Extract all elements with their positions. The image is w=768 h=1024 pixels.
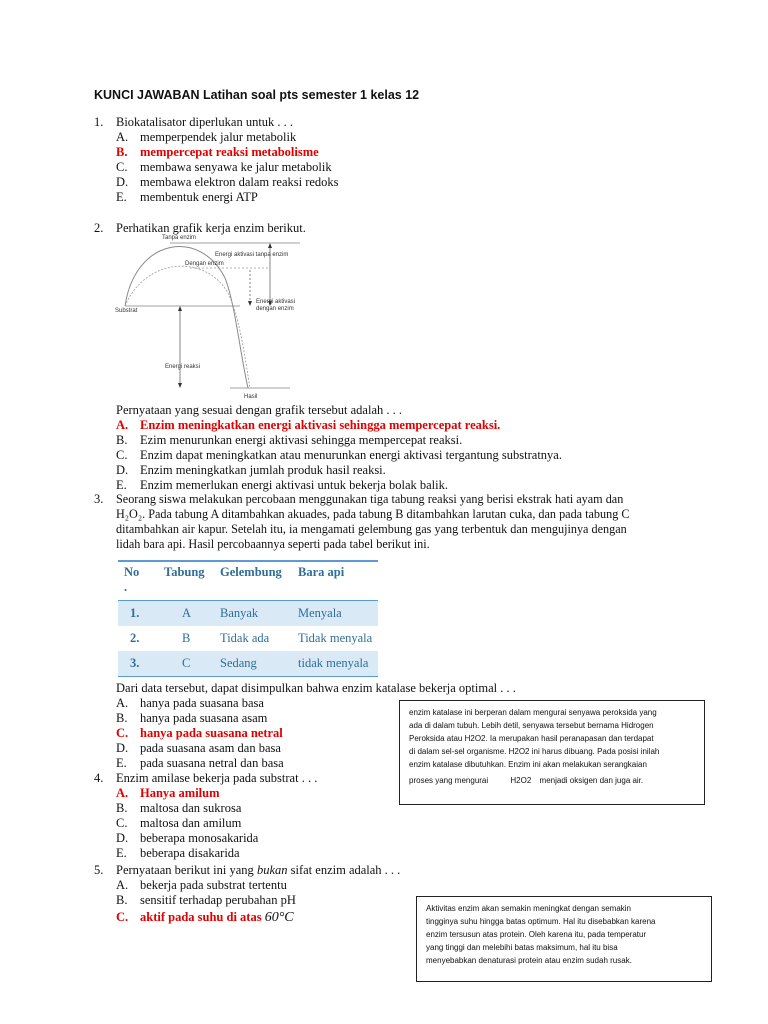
option-text: maltosa dan sukrosa [140,801,242,815]
question-number: 5. [94,863,104,877]
explanation-line: tingginya suhu hingga batas optimum. Hal itu disebabkan karena [426,917,656,926]
option-text: hanya pada suasana basa [140,696,264,710]
question-2-answers [94,403,694,493]
question-text: Biokatalisator diperlukan untuk . . . [116,115,294,129]
results-table-wrapper [118,560,378,677]
label-substrat: Substrat [115,308,138,314]
option-a[interactable] [116,696,264,711]
table-header-row [118,562,378,600]
option-letter: D. [116,831,129,845]
option-letter: A. [116,878,129,892]
option-letter: A. [116,786,129,800]
explanation-line: di dalam sel-sel organisme. H2O2 ini harus dibuang. Pada posisi inilah [409,747,660,756]
temperature-value: 60°C [264,910,294,925]
option-letter: E. [116,846,127,860]
explanation-line: Aktivitas enzim akan semakin meningkat dengan semakin [426,904,631,913]
arrow-head [178,306,182,311]
option-a[interactable] [116,130,297,145]
option-text: membawa senyawa ke jalur metabolik [140,160,332,174]
option-letter: B. [116,433,128,447]
option-e[interactable] [116,478,449,493]
question-number: 3. [94,492,104,506]
explanation-line [409,774,704,787]
explanation-box-katalase [399,700,705,805]
option-text: Enzim dapat meningkatkan atau menurunkan energi aktivasi tergantung substratnya. [140,448,562,462]
option-text: membawa elektron dalam reaksi redoks [140,175,339,189]
label-tanpa-enzim: Tanpa enzim [162,235,197,241]
table-row [118,626,378,651]
explanation-line: ada di dalam tubuh. Lebih detil, senyawa tersebut bernama Hidrogen [409,721,654,730]
option-text: hanya pada suasana asam [140,711,268,725]
explanation-line: enzim tersusun atas protein. Oleh karena itu, pada temperatur [426,930,647,939]
option-c-correct[interactable] [116,910,294,925]
option-d[interactable] [116,741,281,756]
cell-no: 2. [130,630,140,645]
question-text-line: Seorang siswa melakukan percobaan menggunakan tiga tabung reaksi yang berisi ekstrak hati ayam dan [116,492,624,506]
option-b[interactable] [116,711,268,726]
question-3 [94,492,676,554]
table-bottom-rule [118,676,378,677]
cell-tabung: B [182,630,191,645]
option-text: aktif pada suhu di atas 60°C [140,910,294,925]
option-letter: C. [116,816,128,830]
cell-gelembung: Tidak ada [220,630,270,645]
cell-tabung: C [182,655,191,670]
explanation-text: menjadi oksigen dan juga air. [539,776,644,785]
option-c-correct[interactable] [116,726,283,741]
option-letter: A. [116,130,129,144]
question-stem: Dari data tersebut, dapat disimpulkan bahwa enzim katalase bekerja optimal . . . [116,681,516,695]
option-letter: E. [116,478,127,492]
option-letter: A. [116,418,129,432]
option-letter: A. [116,696,129,710]
header-bara-api: Bara api [298,565,345,579]
explanation-line: Peroksida atau H2O2. Ia merupakan hasil peranapasan dan terdapat [409,734,654,743]
option-c[interactable] [116,160,332,175]
explanation-text: proses yang mengurai [409,776,489,785]
question-text: Enzim amilase bekerja pada substrat . . . [116,771,318,785]
option-c[interactable] [116,448,562,463]
question-number: 2. [94,221,104,235]
cell-gelembung: Sedang [220,655,257,670]
option-text: beberapa monosakarida [140,831,259,845]
label-energi-reaksi: Energi reaksi [165,364,201,370]
option-e[interactable] [116,846,240,861]
option-text: Enzim meningkatkan jumlah produk hasil reaksi. [140,463,386,477]
option-text: hanya pada suasana netral [140,726,283,740]
option-a[interactable] [116,878,287,893]
explanation-text: H2O2 [510,776,532,785]
option-letter: C. [116,726,129,740]
question-text-line: lidah bara api. Hasil percobaannya seperti pada tabel berikut ini. [116,537,430,551]
option-a-correct[interactable] [116,786,220,801]
option-letter: E. [116,756,127,770]
results-table [118,562,378,676]
cell-tabung: A [182,605,192,620]
enzyme-energy-diagram [110,233,310,403]
question-1 [94,115,694,210]
header-gelembung: Gelembung [220,565,282,579]
explanation-box-suhu [416,896,712,982]
arrow-head [248,301,252,306]
question-number: 1. [94,115,104,129]
option-b[interactable] [116,893,296,908]
table-row [118,600,378,626]
question-number: 4. [94,771,104,785]
option-letter: D. [116,175,129,189]
label-hasil: Hasil [244,394,258,400]
question-text: Perhatikan grafik kerja enzim berikut. [116,221,306,235]
option-text: pada suasana netral dan basa [140,756,284,770]
option-text: memperpendek jalur metabolik [140,130,297,144]
option-e[interactable] [116,756,284,771]
option-b[interactable] [116,801,242,816]
option-text: mempercepat reaksi metabolisme [140,145,319,159]
option-d[interactable] [116,463,386,478]
option-letter: C. [116,448,128,462]
table-row [118,651,378,676]
option-text: membentuk energi ATP [140,190,258,204]
arrow-head [178,383,182,388]
option-text: Ezim menurunkan energi aktivasi sehingga mempercepat reaksi. [140,433,463,447]
explanation-line: enzim katalase ini berperan dalam mengurai senyawa peroksida yang [409,708,657,717]
question-5 [94,863,414,928]
cell-bara-api: Menyala [298,605,342,620]
cell-bara-api: Tidak menyala [298,630,373,645]
option-letter: E. [116,190,127,204]
option-e[interactable] [116,190,258,205]
option-text: sensitif terhadap perubahan pH [140,893,296,907]
cell-no: 3. [130,655,140,670]
option-letter: B. [116,145,128,159]
option-a-correct[interactable] [116,418,501,433]
question-4 [94,771,394,861]
option-text: Hanya amilum [140,786,220,800]
option-letter: B. [116,801,128,815]
option-text: pada suasana asam dan basa [140,741,281,755]
cell-gelembung: Banyak [220,605,259,620]
option-letter: B. [116,893,128,907]
option-letter: D. [116,463,129,477]
option-d[interactable] [116,831,259,846]
option-text: maltosa dan amilum [140,816,242,830]
cell-no: 1. [130,605,140,620]
header-tabung: Tabung [164,565,205,579]
question-text-line: ditambahkan air kapur. Setelah itu, ia mengamati gelembung gas yang terbentuk dan mengujinya dengan [116,522,627,536]
option-b[interactable] [116,433,463,448]
option-letter: B. [116,711,128,725]
question-emphasis: bukan [256,863,288,877]
option-text: bekerja pada substrat tertentu [140,878,287,892]
cell-bara-api: tidak menyala [298,655,369,670]
option-c[interactable] [116,816,242,831]
arrow-head [268,243,272,248]
label-dengan-enzim: Dengan enzim [185,261,224,267]
explanation-line: enzim katalase dibutuhkan. Enzim ini akan melakukan serangkaian [409,760,647,769]
question-stem: Pernyataan yang sesuai dengan grafik tersebut adalah . . . [116,403,403,417]
question-3-answers [94,681,516,771]
option-text: Enzim memerlukan energi aktivasi untuk bekerja bolak balik. [140,478,449,492]
option-letter: D. [116,741,129,755]
explanation-line: yang tinggi dan melebihi batas maksimum, hal itu bisa [426,943,618,952]
option-b-correct[interactable] [116,145,319,160]
option-text: Enzim meningkatkan energi aktivasi sehingga mempercepat reaksi. [140,418,501,432]
label-energi-aktivasi-tanpa: Energi aktivasi tanpa enzim [215,252,289,258]
page-title: KUNCI JAWABAN Latihan soal pts semester 1 kelas 12 [94,88,420,102]
label-energi-aktivasi-dengan-2: dengan enzim [256,306,294,312]
option-letter: C. [116,910,129,924]
header-no: No . [124,565,140,594]
option-text: beberapa disakarida [140,846,240,860]
option-d[interactable] [116,175,339,190]
question-text: Pernyataan berikut ini yang bukan sifat enzim adalah . . . [116,863,401,877]
explanation-line: menyebabkan denaturasi protein atau enzim sudah rusak. [426,956,632,965]
label-energi-aktivasi-dengan-1: Energi aktivasi [256,299,296,305]
question-text-line: H₂O₂. Pada tabung A ditambahkan akuades, pada tabung B ditambahkan larutan cuka, dan pada tabung C [116,507,630,521]
option-letter: C. [116,160,128,174]
